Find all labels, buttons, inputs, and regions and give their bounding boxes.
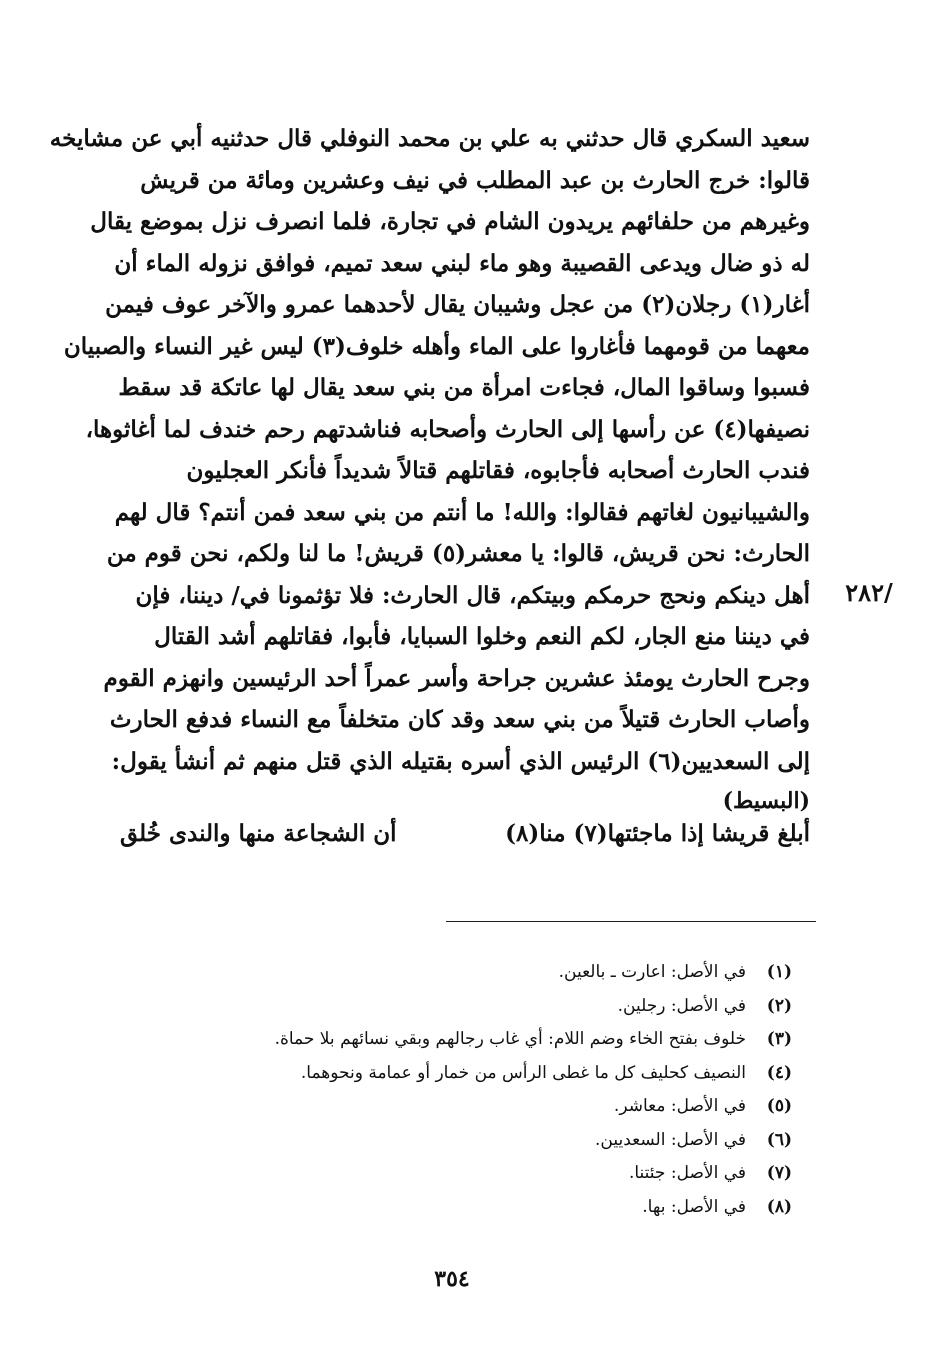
- footnote-item: [152, 1090, 792, 1124]
- poem-first-hemistich: أبلغ قريشا إذا ماجئتها(٧) منا(٨): [505, 820, 810, 847]
- text-line: إلى السعديين(٦) الرئيس الذي أسره بقتيله الذي قتل منهم ثم أنشأ يقول:: [111, 747, 810, 775]
- footnote-number: (٢): [766, 995, 792, 1016]
- text-line: والشيبانيون لغاتهم فقالوا: والله! ما أنتم من بني سعد فمن أنتم؟ قال لهم: [114, 498, 810, 526]
- footnote-text: في الأصل: السعديين.: [595, 1129, 746, 1150]
- footnote-item: [152, 1124, 792, 1158]
- footnote-item: [152, 956, 792, 990]
- text-line: أهل دينكم ونحج حرمكم وبيتكم، قال الحارث: فلا تؤثمونا في/ ديننا، فإن: [135, 581, 810, 609]
- text-line: وجرح الحارث يومئذ عشرين جراحة وأسر عمراً أحد الرئيسين وانهزم القوم: [103, 664, 810, 692]
- footnotes-list: [152, 956, 792, 1224]
- footnote-item: [152, 1157, 792, 1191]
- text-line: وغيرهم من حلفائهم يريدون الشام في تجارة، فلما انصرف نزل بموضع يقال: [90, 208, 810, 235]
- text-line: الحارث: نحن قريش، قالوا: يا معشر(٥) قريش! ما لنا ولكم، نحن قوم من: [106, 540, 810, 567]
- text-line: نصيفها(٤) عن رأسها إلى الحارث وأصحابه فناشدتهم رحم خندف لما أغاثوها،: [85, 415, 810, 443]
- footnote-text: خلوف بفتح الخاء وضم اللام: أي غاب رجالهم وبقي نسائهم بلا حماة.: [274, 1029, 746, 1049]
- footnote-number: (١): [766, 962, 792, 982]
- main-text-block: [49, 118, 810, 782]
- footnote-text: في الأصل: بها.: [642, 1196, 746, 1217]
- poem-second-hemistich: أن الشجاعة منها والندى خُلق: [120, 820, 397, 847]
- footnote-item: [152, 1023, 792, 1057]
- footnote-item: [152, 990, 792, 1024]
- footnote-number: (٣): [766, 1029, 792, 1049]
- page-number: ٣٥٤: [434, 1266, 470, 1292]
- text-line: قالوا: خرج الحارث بن عبد المطلب في نيف وعشرين ومائة من قريش: [140, 166, 810, 194]
- text-line: أغار(١) رجلان(٢) من عجل وشيبان يقال لأحدهما عمرو والآخر عوف فيمن: [105, 291, 810, 318]
- footnote-number: (٨): [766, 1196, 792, 1217]
- text-line: سعيد السكري قال حدثني به علي بن محمد النوفلي قال حدثنيه أبي عن مشايخه: [49, 125, 810, 152]
- footnote-text: في الأصل: اعارت ـ بالعين.: [558, 962, 746, 982]
- text-line: وأصاب الحارث قتيلاً من بني سعد وقد كان متخلفاً مع النساء فدفع الحارث: [109, 706, 810, 733]
- footnote-text: في الأصل: رجلين.: [617, 995, 746, 1016]
- footnote-number: (٧): [766, 1163, 792, 1183]
- footnote-number: (٦): [766, 1129, 792, 1150]
- footnote-divider: [446, 921, 816, 922]
- footnote-item: [152, 1057, 792, 1091]
- margin-folio-number: /٢٨٢: [845, 578, 893, 607]
- footnote-number: (٤): [766, 1062, 792, 1083]
- text-line: له ذو ضال ويدعى القصيبة وهو ماء لبني سعد تميم، فوافق نزوله الماء أن: [114, 249, 810, 277]
- footnote-number: (٥): [766, 1096, 792, 1116]
- text-line: فندب الحارث أصحابه فأجابوه، فقاتلهم قتالاً شديداً فأنكر العجليون: [186, 457, 810, 484]
- footnote-item: [152, 1191, 792, 1225]
- footnote-text: في الأصل: معاشر.: [613, 1096, 746, 1116]
- text-line: فسبوا وساقوا المال، فجاءت امرأة من بني سعد يقال لها عاتكة قد سقط: [118, 374, 810, 401]
- text-line: معهما من قومهما فأغاروا على الماء وأهله خلوف(٣) ليس غير النساء والصبيان: [63, 332, 810, 360]
- poem-meter-label: (البسيط): [722, 788, 810, 814]
- footnote-text: في الأصل: جئتنا.: [628, 1163, 746, 1183]
- poem-verse: [120, 820, 810, 870]
- footnote-text: النصيف كحليف كل ما غطى الرأس من خمار أو عمامة ونحوهما.: [300, 1062, 746, 1083]
- text-line: في ديننا منع الجار، لكم النعم وخلوا السبايا، فأبوا، فقاتلهم أشد القتال: [154, 623, 810, 650]
